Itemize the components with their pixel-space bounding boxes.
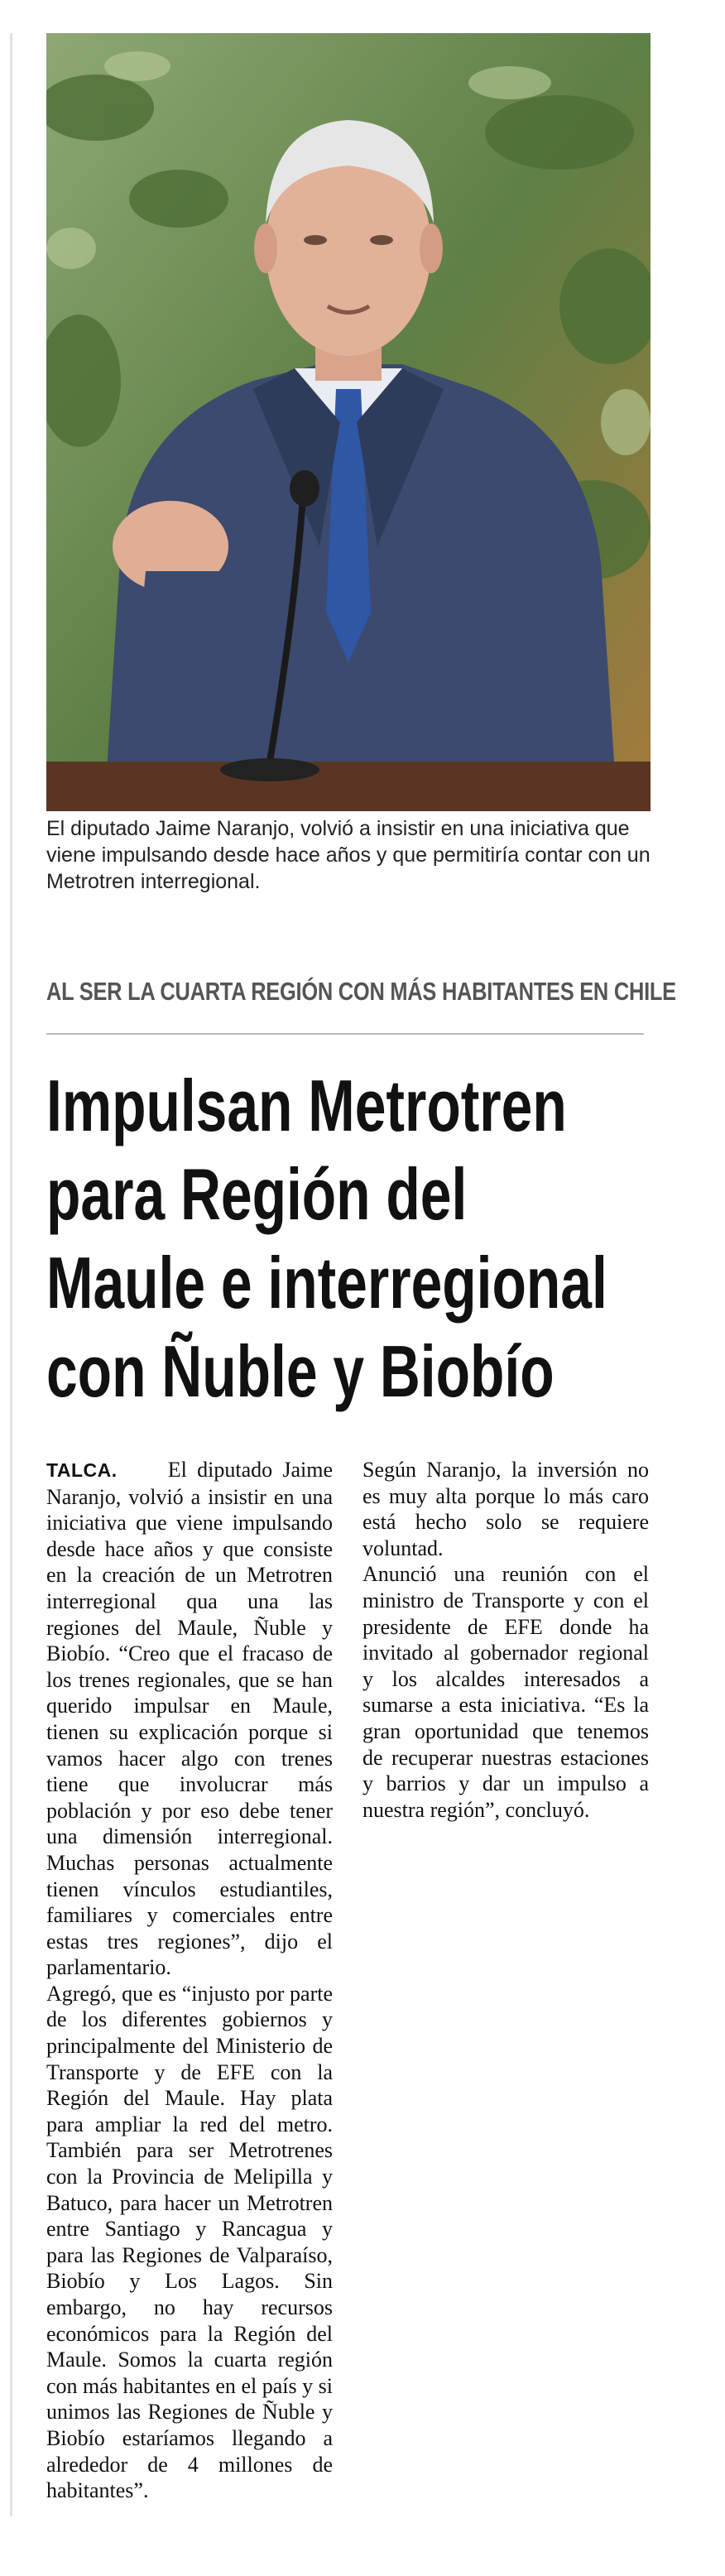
article-paragraph: Agregó, que es “injusto por parte de los diferentes gobiernos y principalmente del Ministerio de Transporte y de EFE con la Región del Maule. Hay plata para ampliar la red del metro. También para ser Metrotrenes con la Provincia de Melipilla y Batuco, para hacer un Metrotren entre Santiago y Rancagua y para las Regiones de Valparaíso, Biobío y Los Lagos. Sin embargo, no hay recursos económicos para la Región del Maule. Somos la cuarta región con más habitantes en el país y si unimos las Regiones de Ñuble y Biobío estaríamos llegando a alrededor de 4 millones de habitantes”. <box>46 1981 333 2503</box>
article-column-right <box>362 1457 649 1823</box>
article-paragraph: Anunció una reunión con el ministro de Transporte y con el presidente de EFE donde ha invitado al gobernador regional y los alcaldes interesados a sumarse a esta iniciativa. “Es la gran oportunidad que tenemos de recuperar nuestras estaciones y barrios y dar un impulso a nuestra región”, concluyó. <box>362 1562 649 1822</box>
paragraph-text: El diputado Jaime Naranjo, volvió a insistir en una iniciativa que viene impulsando desde hace años y que consiste en la creación de un Metrotren interregional qua una las regiones del Maule, Ñuble y Biobío. “Creo que el fracaso de los trenes regionales, que se han querido impulsar en Maule, tienen su explicación porque si vamos hacer algo con trenes tiene que involucrar más población y por eso debe tener una dimensión interregional. Muchas personas actualmente tienen vínculos estudiantiles, familiares y comerciales entre estas tres regiones”, dijo el parlamentario. <box>46 1458 333 1980</box>
article-body <box>46 1457 659 2550</box>
article-photo <box>46 33 651 811</box>
man-speaking-at-microphone-icon <box>46 33 651 811</box>
headline-line: para Región del <box>46 1153 468 1235</box>
article-paragraph: Según Naranjo, la inversión no es muy alta porque lo más caro está hecho solo se requiere voluntad. <box>362 1458 649 1560</box>
article-headline <box>46 1061 620 1415</box>
kicker-divider <box>46 1033 644 1035</box>
article-column-left <box>46 1457 333 2504</box>
headline-line: con Ñuble y Biobío <box>46 1330 555 1412</box>
headline-line: Maule e interregional <box>46 1242 607 1324</box>
article-kicker: AL SER LA CUARTA REGIÓN CON MÁS HABITANTES EN CHILE <box>46 977 676 1006</box>
dateline: TALCA. <box>46 1459 118 1481</box>
article-paragraph <box>46 1457 333 1981</box>
photo-caption: El diputado Jaime Naranjo, volvió a insistir en una iniciativa que viene impulsando desde hace años y que permitiría contar con un Metrotren interregional. <box>46 817 651 893</box>
left-margin-rule <box>10 33 12 2516</box>
headline-line: Impulsan Metrotren <box>46 1065 567 1146</box>
